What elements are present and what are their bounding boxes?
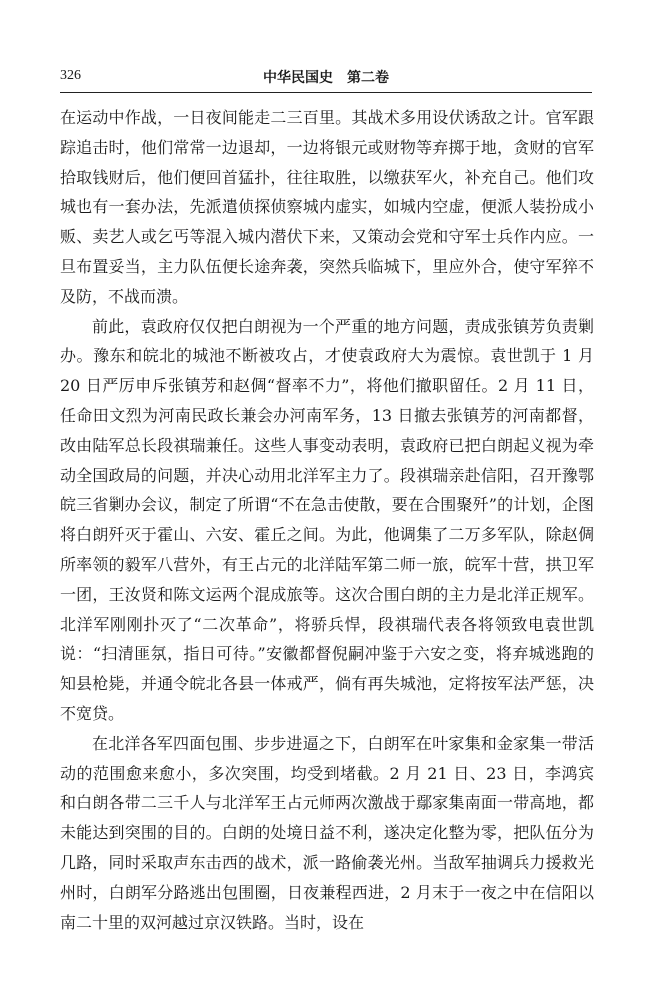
paragraph: 在北洋各军四面包围、步步进逼之下，白朗军在叶家集和金家集一带活动的范围愈来愈小，多次突围，均受到堵截。2 月 21 日、23 日，李鸿宾和白朗各带二三千人与北洋军王占元师两次激战于鄢家集南面一带高地，都未能达到突围的目的。白朗的处境日益不利，遂决定化整为零，把队伍分为几路，同时采取声东击西的战术，派一路偷袭光州。当敌军抽调兵力援救光州时，白朗军分路逃出包围圈，日夜兼程西进，2 月末于一夜之中在信阳以南二十里的双河越过京汉铁路。当时，设在 [60,733,594,932]
page-number: 326 [60,68,81,83]
body-text [60,103,594,937]
paragraph-continued: 在运动中作战，一日夜间能走二三百里。其战术多用设伏诱敌之计。官军跟踪追击时，他们常常一边退却，一边将银元或财物等弃掷于地，贪财的官军拾取钱财后，他们便回首猛扑，往往取胜，以缴获军火，补充自己。他们攻城也有一套办法，先派遣侦探侦察城内虚实，如城内空虚，便派人装扮成小贩、卖艺人或乞丐等混入城内潜伏下来，又策动会党和守军士兵作内应。一旦布置妥当，主力队伍便长途奔袭，突然兵临城下，里应外合，使守军猝不及防，不战而溃。 [60,108,594,306]
paragraph: 前此，袁政府仅仅把白朗视为一个严重的地方问题，责成张镇芳负责剿办。豫东和皖北的城池不断被攻占，才使袁政府大为震惊。袁世凯于 1 月 20 日严厉申斥张镇芳和赵倜“督率不力”，将他们撤职留任。2 月 11 日，任命田文烈为河南民政长兼会办河南军务，13 日撤去张镇芳的河南都督，改由陆军总长段祺瑞兼任。这些人事变动表明，袁政府已把白朗起义视为牵动全国政局的问题，并决心动用北洋军主力了。段祺瑞亲赴信阳，召开豫鄂皖三省剿办会议，制定了所谓“不在急击使散，要在合围聚歼”的计划，企图将白朗歼灭于霍山、六安、霍丘之间。为此，他调集了二万多军队，除赵倜所率领的毅军八营外，有王占元的北洋陆军第二师一旅，皖军十营，拱卫军一团，王汝贤和陈文运两个混成旅等。这次合围白朗的主力是北洋正规军。北洋军刚刚扑灭了“二次革命”，将骄兵悍，段祺瑞代表各将领致电袁世凯说：“扫清匪氛，指日可待。”安徽都督倪嗣冲鉴于六安之变，将弃城逃跑的知县枪毙，并通令皖北各县一体戒严，倘有再失城池，定将按军法严惩，决不宽贷。 [60,316,594,723]
running-title: 中华民国史 第二卷 [263,70,389,86]
page-header [60,66,592,93]
